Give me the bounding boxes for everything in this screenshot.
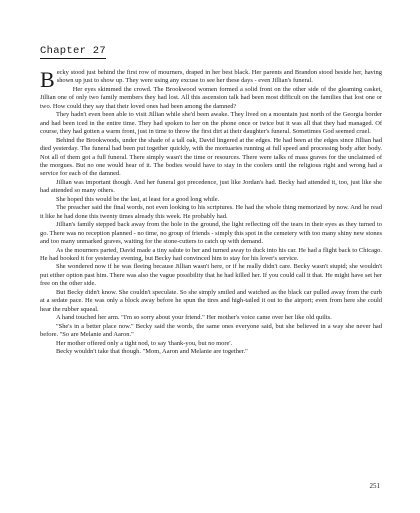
paragraph: But Becky didn't know. She couldn't speculate. So she simply smiled and watched as the black car pulled away from the curb at a sedate pace. He was only a block away before he spun the tires and high-tailed it out to the airport; even from here she could hear the rubber squeal. [40, 288, 382, 313]
paragraph: Behind the Brookwoods, under the shade of a tall oak, David lingered at the edges. He had been at the edges since Jillian had died yesterday. The funeral had been put together quickly, with the mortuaries running at full speed and processing body after body. Not all of them got a full funeral. There simply wasn't the time or resources. There were talks of mass graves for the unclaimed of the morgues. But no one would hear of it. The bodies would have to stay in the coolers until the religious right and wrong had a service for each of the damned. [40, 136, 382, 178]
chapter-body [40, 69, 382, 356]
paragraph: As the mourners parted, David made a tiny salute to her and turned away to duck into his car. He had a flight back to Chicago. He had booked it for yesterday evening, but Becky had convinced him to stay for his lover's service. [40, 246, 382, 262]
paragraph: Her eyes skimmed the crowd. The Brookwood women formed a solid front on the other side of the gleaming casket, Jillian one of only two family members they had lost. All this ascension talk had been most difficult on the families that lost one or two. How could they say that their loved ones had been among the damned? [40, 85, 382, 110]
paragraph: Her mother offered only a tight nod, to say 'thank-you, but no more'. [56, 339, 233, 347]
page-number: 251 [369, 482, 380, 490]
paragraph: The preacher said the final words, not even looking to his scriptures. He had the whole thing memorized by now. And he read it like he had done this twenty times already this week. He probably had. [40, 204, 382, 220]
paragraph: "She's in a better place now." Becky said the words, the same ones everyone said, but she believed in a way she never had before. "So are Melanie and Aaron." [40, 322, 382, 339]
paragraph: They hadn't even been able to visit Jillian while she'd been awake. They lived on a mountain just north of the Georgia border and had been iced in the entire time. They had spoken to her on the phone once or twice but it was all that they had managed. Of course, they had gotten a warm front, just in time to throw the first dirt at their daughter's funeral. Sometimes God seemed cruel. [40, 111, 382, 136]
paragraph: A hand touched her arm. "I'm so sorry about your friend." Her mother's voice came over her like old quilts. [56, 314, 332, 322]
paragraph: She hoped this would be the last, at least for a good long while. [56, 195, 220, 203]
paragraph-text: ecky stood just behind the first row of mourners, draped in her best black. Her parents and Brandon stood beside her, having shown up just to show up. They were using any excuse to see her these days - even Jillian's funeral. [56, 69, 382, 85]
paragraph: She wondered now if he was fleeing because Jillian wasn't here, or if he really didn't care. Becky wasn't stupid; she wouldn't put either option past him. There was also the vague possibility that he had killed her. If you could call it that. He might have set her free on the other side. [40, 263, 382, 288]
paragraph: Jillian was important though. And her funeral got precedence, just like Jordan's had. Becky had attended it, too, just like she had attended so many others. [40, 178, 382, 195]
paragraph: Becky wouldn't take that though. "Mom, Aaron and Melanie are together." [56, 347, 248, 355]
chapter-title: Chapter 27 [40, 45, 107, 57]
paragraph [40, 67, 382, 92]
drop-cap: B [40, 67, 55, 92]
paragraph: Jillian's family stepped back away from the hole in the ground, the light reflecting off the tears in their eyes as they turned to go. There was no reception planned - no time, no group of friends - simply this spot in the cemetery with too many shiny new stones and too many unmarked graves, waiting for the stone-cutters to catch up with demand. [40, 221, 382, 246]
